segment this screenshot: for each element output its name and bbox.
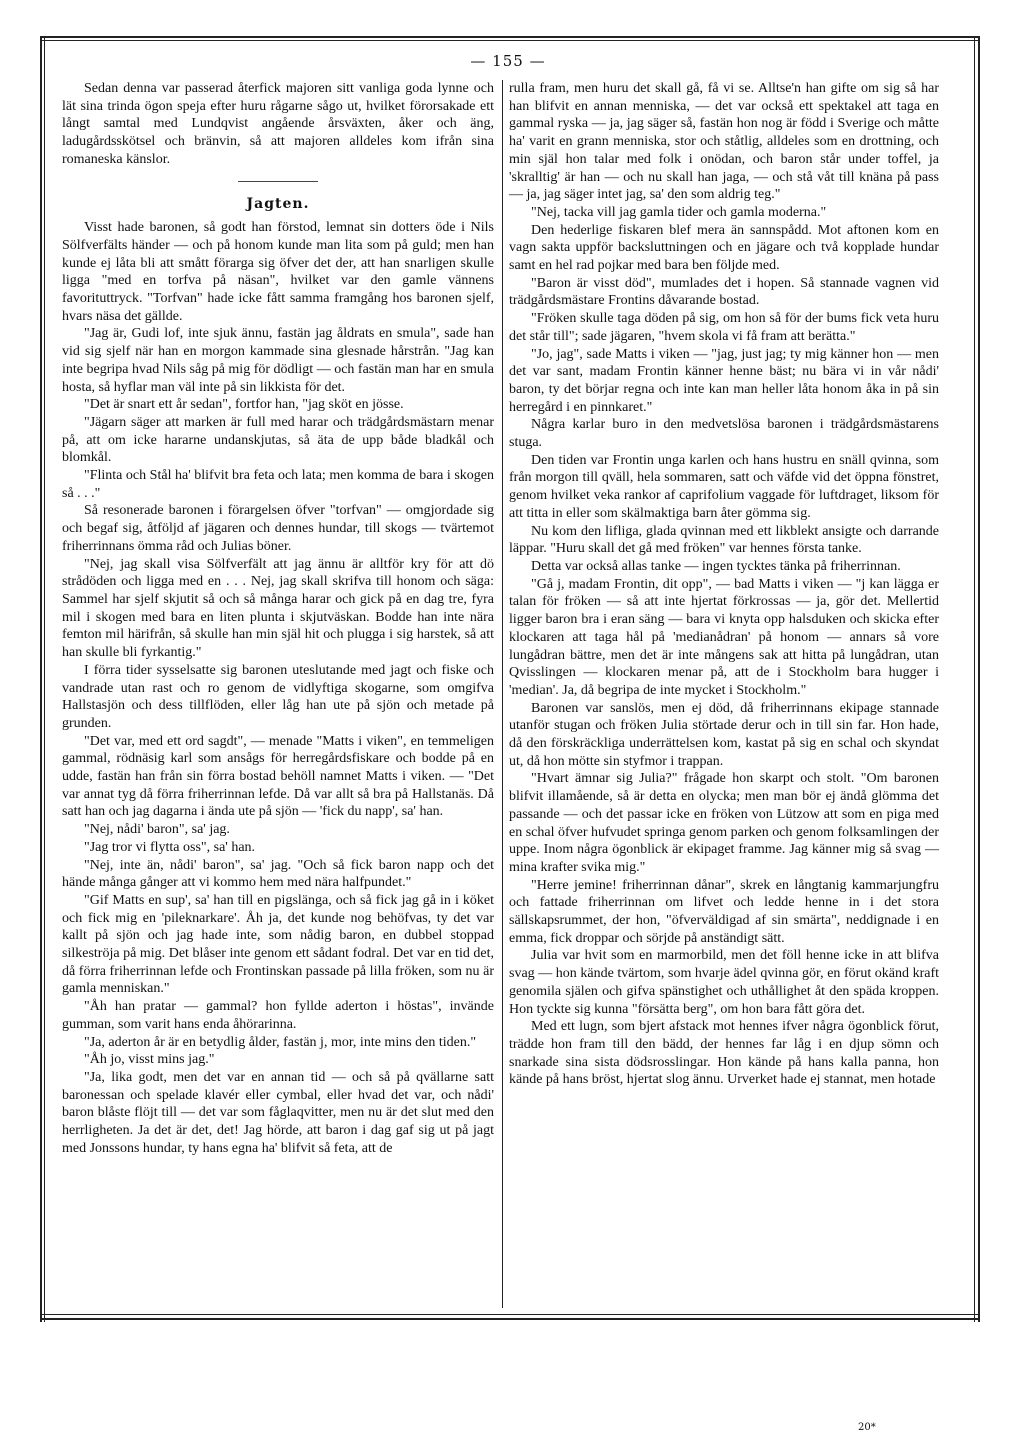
- paragraph: "Ja, aderton år är en betydlig ålder, fastän j, mor, inte mins den tiden.": [84, 1034, 477, 1050]
- paragraph: "Jägarn säger att marken är full med harar och trädgårdsmästarn menar på, att om icke hararne undanskjutas, så äta de upp både bladkål och blomkål.: [62, 414, 494, 466]
- paragraph: "Det är snart ett år sedan", fortfor han, "jag sköt en jösse.: [84, 397, 404, 413]
- paragraph: "Hvart ämnar sig Julia?" frågade hon skarpt och stolt. "Om baronen blifvit illamående, så är detta en olycka; men man bör ej ändå glömma det passande — och det passar icke en fröken von Lützow att som en piga med en schal öfver hufvudet springa genom parken och genom folksamlingen der uppe. Inom några ögonblick är ekipaget framme. Jag känner mig så svag — mina krafter svika mig.": [509, 771, 939, 875]
- paragraph: "Herre jemine! friherrinnan dånar", skrek en långtanig kammarjungfru och fattade friherrinnan om lifvet och ledde henne in i det stora sällskapsrummet, der hon, "öfverväldigad af sin smärta", neddignade i en emma, fick droppar och sörjde på anständigt sätt.: [509, 877, 939, 946]
- page-number: — 155 —: [470, 52, 546, 70]
- frame-top-rule-inner: [40, 40, 980, 41]
- paragraph: "Nej, inte än, nådi' baron", sa' jag. "Och så fick baron napp och det hände många gånger att vi kommo hem med nära halfpundet.": [62, 857, 494, 891]
- paragraph: Julia var hvit som en marmorbild, men det föll henne icke in att blifva svag — hon kände tvärtom, som hvarje ädel qvinna gör, en förut okänd kraft genomila själen och gifva spänstighet och uthållighet åt den späda kroppen. Hon tyckte sig kunna "försätta berg", om hon bara fått göra det.: [509, 948, 939, 1017]
- paragraph: rulla fram, men huru det skall gå, få vi se. Alltse'n han gifte om sig så har han blifvit en annan menniska, — det var också ett spektakel att taga en gammal ryska — ja, jag säger så, fastän hon nog är född i Sverige och måtte ha' varit en grann menniska, stor och ståtlig, alldeles som en drottning, och min själ hon talar med folk i onödan, och baron står under toffel, ja 'skralltig' är han — och nu skall han jaga, — och stå våt till knäna på pass — ja, jag säger intet jag, sa' den som aldrig teg.": [509, 81, 939, 203]
- paragraph: Några karlar buro in den medvetslösa baronen i trädgårdsmästarens stuga.: [509, 417, 939, 451]
- paragraph: "Gå j, madam Frontin, dit opp", — bad Matts i viken — "j kan lägga er talan för fröken — så att inte hjertat förkrossas — ja, gör det. Mellertid ligger baron bra i eran säng — bara vi knyta opp halsduken och skicka efter klockaren att taga hål på 'medianådran' på honom — annars så vore lungådran bättre, men det är inte mångens sak att hitta på lungådran, utan Qvisslingen — klockaren menar på, att de i Stockholm bara hugger i 'median'. Ja, då begripa de inte mycket i Stockholm.": [509, 576, 939, 698]
- paragraph: "Jag tror vi flytta oss", sa' han.: [84, 839, 256, 855]
- left-column: [62, 80, 494, 1157]
- paragraph: Baronen var sanslös, men ej död, då friherrinnans ekipage stannade utanför stugan och fröken Julia störtade derur och in till sin far. Hon hade, då den förskräckliga underrättelsen kom, kastat på sig en schal och skyndat ut, då hon mötte sin styfmor i trappan.: [509, 700, 939, 769]
- paragraph: "Åh han pratar — gammal? hon fyllde aderton i höstas", invände gumman, som varit hans enda åhörarinna.: [62, 999, 494, 1032]
- paragraph: Nu kom den lifliga, glada qvinnan med ett likblekt ansigte och darrande läppar. "Huru skall det gå med fröken" var hennes första tanke.: [509, 523, 939, 557]
- frame-left-rule-inner: [44, 36, 45, 1322]
- paragraph: Med ett lugn, som bjert afstack mot hennes ifver några ögonblick förut, trädde hon fram till den bädd, der hennes far låg i en djup sömn och snarkade sina sista dödsrosslingar. Hon kände på hans kalla panna, hon kände på hans bröst, hjertat slog ännu. Urverket hade ej stannat, men hotade: [509, 1019, 939, 1088]
- paragraph: "Jag är, Gudi lof, inte sjuk ännu, fastän jag åldrats en smula", sade han vid sig sjelf när han en morgon kammade sina glesnade hårstrån. "Jag kan inte begripa hvad Nils såg på mig för dödligt — och fastän man har en smula hosta, så hyflar man väl inte på sin likkista för det.: [62, 326, 494, 395]
- paragraph: "Baron är visst död", mumlades det i hopen. Så stannade vagnen vid trädgårdsmästare Frontins dåvarande bostad.: [509, 275, 939, 309]
- frame-bottom-rule-inner: [40, 1314, 980, 1315]
- frame-right-rule: [978, 36, 980, 1322]
- frame-left-rule: [40, 36, 42, 1322]
- paragraph: Så resonerade baronen i förargelsen öfver "torfvan" — omgjordade sig och begaf sig, åtföljd af jägaren och dennes hundar, till skogs — tvärtemot friherrinnans ömma råd och Julias böner.: [62, 503, 494, 554]
- paragraph: "Ja, lika godt, men det var en annan tid — och så på qvällarne satt baronessan och spelade klavér eller cymbal, eller hvad det var, och nådi' baron blåste flöjt till — det var som fåglaqvitter, men nu är det slut med den herrligheten. Ja det är det, det! Jag hörde, att baron i dag gaf sig ut på jagt med Jonssons hundar, ty hans egna ha' blifvit så feta, att de: [62, 1069, 494, 1156]
- paragraph: "Åh jo, visst mins jag.": [84, 1052, 215, 1068]
- intro-paragraph: Sedan denna var passerad återfick majoren sitt vanliga goda lynne och lät sina trinda ögon speja efter huru rågarne sågo ut, hvilket förorsakade ett långt samtal med Lundqvist angående årsväxten, åker och äng, ladugårdsskötsel och bränvin, så att majoren alldeles kom ifrån sina romaneska känslor.: [62, 81, 494, 167]
- paragraph: "Jo, jag", sade Matts i viken — "jag, just jag; ty mig känner hon — men det var sant, madam Frontin känner henne bäst; nu bära vi in vår nådi' baron, ty det börjar regna och inte kan man heller låta honom åka in på sin herregård i en pinnkaret.": [509, 346, 939, 415]
- paragraph: "Det var, med ett ord sagdt", — menade "Matts i viken", en temmeligen gammal, rödnäsig karl som ansågs för herregårdsfiskare och bodde på en udde, fastän han från sin förra bostad behöll namnet Matts i viken. — "Det var annat tyg då förra friherrinnan lefde. Då var allt så bra på Hallstanäs. Då satt han och jag dagarna i ända ute på sjön — 'fick du napp', sa' han.: [62, 733, 494, 820]
- paragraph: "Flinta och Stål ha' blifvit bra feta och lata; men komma de bara i skogen så . . .": [62, 468, 494, 501]
- paragraph: Den hederlige fiskaren blef mera än sannspådd. Mot aftonen kom en vagn sakta uppför backsluttningen och en jägare och två kopplade hundar samt en hel rad pojkar med bara ben följde med.: [509, 222, 939, 274]
- paragraph: Den tiden var Frontin unga karlen och hans hustru en snäll qvinna, som från morgon till qväll, hela sommaren, satt och väfde vid det öppna fönstret, genom hvilket veka rankor af caprifolium vaggade för luftdraget, liksom för att titta in eller som skälmaktiga barn åter gömma sig.: [509, 452, 939, 521]
- frame-bottom-rule: [40, 1318, 980, 1320]
- right-column: [509, 80, 939, 1089]
- paragraph: "Fröken skulle taga döden på sig, om hon så för der bums fick veta huru det står till"; sade jägaren, "hvem skola vi få fram att berätta.": [509, 311, 939, 344]
- signature-mark: 20*: [858, 1422, 876, 1433]
- frame-top-rule: [40, 36, 980, 38]
- paragraph: I förra tider sysselsatte sig baronen uteslutande med jagt och fiske och vandrade utan rast och ro genom de vidlyftiga skogarne, som omgifva Hallstasjön och dess tillflöden, eller låg han ute på sjön och metade på grunden.: [62, 662, 494, 731]
- column-divider: [502, 80, 503, 1308]
- paragraph: "Nej, jag skall visa Sölfverfält att jag ännu är alltför kry för att dö strådöden och ligga med en . . . Nej, jag skall skrifva till honom och säga: Sammel har sjelf skjutit så och så många harar och gick på en dag tre, fyra mil i skogen med bara en liten plunta i skjutväskan. Bodde han inte nära femton mil härifrån, så skulle han min själ hit och plugga i sig harstek, så att han skulle bli fyrkantig.": [62, 556, 494, 661]
- paragraph: Detta var också allas tanke — ingen tycktes tänka på friherrinnan.: [531, 558, 901, 574]
- paragraph: "Gif Matts en sup', sa' han till en pigslänga, och så fick jag gå in i köket och fick mig en 'pileknarkare'. Åh ja, det kunde nog behöfvas, ty det var kallt på sjön och jag hade inte, som nådig baron, en dubbel stoppad silkeströja på mig. Det blåser inte genom ett sådant fodral. Det var en tid det, då förra friherrinnan lefde och Frontinskan passade på lilla fröken, som nu är gamla menniskan.": [62, 892, 494, 997]
- paragraph: "Nej, tacka vill jag gamla tider och gamla moderna.": [531, 204, 827, 220]
- paragraph: "Nej, nådi' baron", sa' jag.: [84, 822, 230, 838]
- paragraph: Visst hade baronen, så godt han förstod, lemnat sin dotters öde i Nils Sölfverfälts händer — och på honom kunde man lita som på guld; men han kunde ej låta bli att smått förarga sig öfver det der, att han snarligen skulle ligga "med en torfva på näsan", hvilket var den gamle vännens favorituttryck. "Torfvan" hade icke fått samma framgång hos baronen sjelf, hvars näsa det gällde.: [62, 220, 494, 324]
- section-title: Jagten.: [246, 195, 310, 212]
- section-divider: [238, 181, 318, 182]
- frame-right-rule-inner: [974, 36, 975, 1322]
